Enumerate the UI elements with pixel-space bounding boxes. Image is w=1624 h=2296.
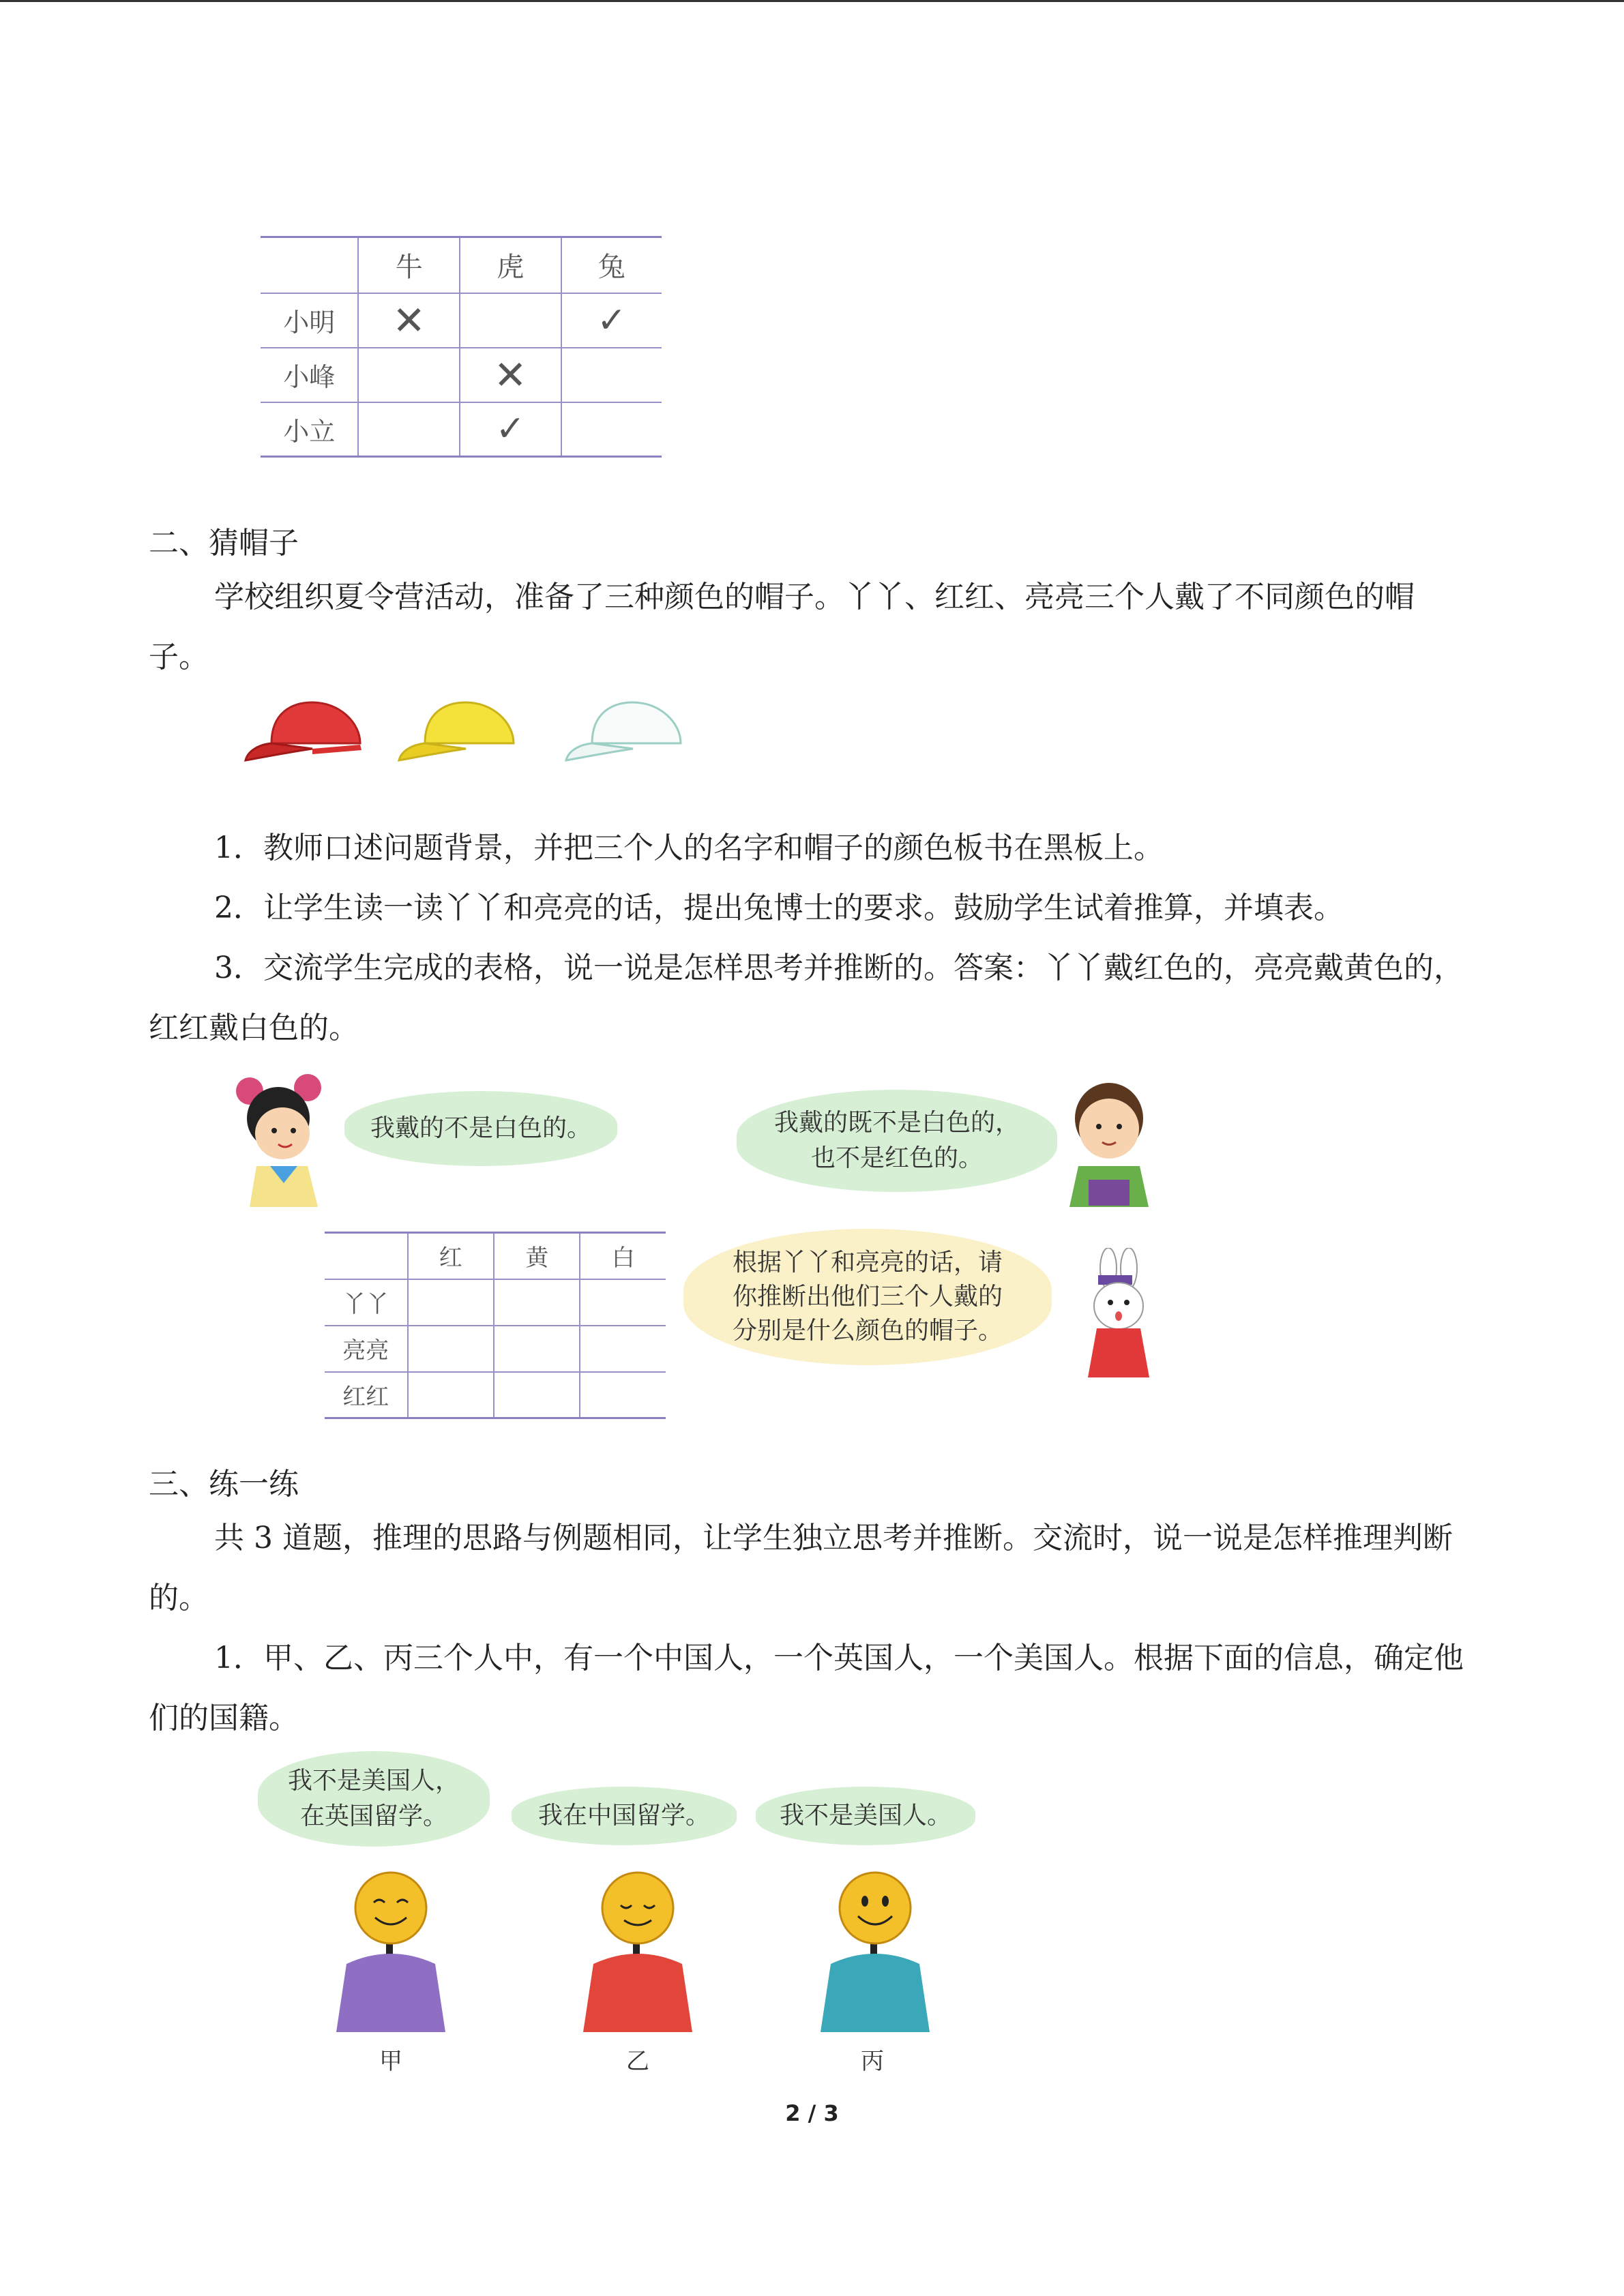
table-row: 红红: [325, 1372, 666, 1418]
check-mark: ✓: [561, 293, 662, 348]
hat-color-table: [325, 1232, 666, 1419]
person-label-jia: 甲: [379, 2048, 402, 2075]
table-header: [325, 1233, 408, 1279]
cross-mark: ✕: [358, 293, 460, 348]
top-border: [0, 0, 1624, 2]
step-1: 1．教师口述问题背景，并把三个人的名字和帽子的颜色板书在黑板上。: [214, 831, 1164, 865]
question-1: 1．甲、乙、丙三个人中，有一个中国人，一个英国人，一个美国人。根据下面的信息，确定他们的国籍。: [149, 1641, 1464, 1735]
person-label-yi: 乙: [626, 2048, 649, 2075]
speech-bubble-yaya: 我戴的不是白色的。: [344, 1091, 617, 1166]
table-header: 兔: [561, 237, 662, 293]
person-label-bing: 丙: [861, 2048, 884, 2075]
boy-liangliang-illustration: [1061, 1077, 1157, 1207]
section-heading: 三、练一练: [149, 1467, 299, 1502]
zodiac-table: [261, 236, 662, 458]
table-row: 亮亮: [325, 1326, 666, 1372]
person-bing-illustration: [810, 1862, 940, 2032]
speech-bubble-rabbit: 根据丫丫和亮亮的话，请 你推断出他们三个人戴的 分别是什么颜色的帽子。: [683, 1229, 1052, 1365]
paragraph: 共 3 道题，推理的思路与例题相同，让学生独立思考并推断。交流时，说一说是怎样推理判断的。: [149, 1521, 1453, 1615]
speech-bubble-jia: 我不是美国人， 在英国留学。: [258, 1751, 490, 1847]
person-yi-illustration: [573, 1862, 703, 2032]
rabbit-doctor-illustration: [1071, 1248, 1160, 1384]
white-cap-icon: [566, 702, 681, 760]
section-heading: 二、猜帽子: [149, 526, 299, 561]
table-header: 虎: [460, 237, 561, 293]
table-row: 小峰 ✕: [261, 348, 662, 402]
table-header: 红: [408, 1233, 494, 1279]
table-row: 小明 ✕ ✓: [261, 293, 662, 348]
speech-bubble-yi: 我在中国留学。: [512, 1787, 737, 1845]
girl-yaya-illustration: [229, 1071, 331, 1207]
table-row: 丫丫: [325, 1279, 666, 1326]
person-jia-illustration: [326, 1862, 456, 2032]
table-header: [261, 237, 358, 293]
table-header: 牛: [358, 237, 460, 293]
yellow-cap-icon: [399, 702, 514, 760]
step-2: 2．让学生读一读丫丫和亮亮的话，提出兔博士的要求。鼓励学生试着推算，并填表。: [214, 891, 1344, 925]
table-header: 白: [580, 1233, 666, 1279]
speech-bubble-liangliang: 我戴的既不是白色的， 也不是红色的。: [737, 1090, 1057, 1192]
step-3: 3．交流学生完成的表格，说一说是怎样思考并推断的。答案：丫丫戴红色的，亮亮戴黄色的，红红戴白色的。: [149, 951, 1464, 1045]
paragraph: 学校组织夏令营活动，准备了三种颜色的帽子。丫丫、红红、亮亮三个人戴了不同颜色的帽子。: [149, 580, 1415, 674]
speech-bubble-bing: 我不是美国人。: [756, 1787, 975, 1845]
caps-illustration: [244, 696, 688, 777]
red-cap-icon: [246, 702, 361, 760]
check-mark: ✓: [460, 402, 561, 457]
page-number: 2 / 3: [785, 2100, 839, 2126]
table-row: 小立 ✓: [261, 402, 662, 457]
cross-mark: ✕: [460, 348, 561, 402]
table-header: 黄: [494, 1233, 580, 1279]
